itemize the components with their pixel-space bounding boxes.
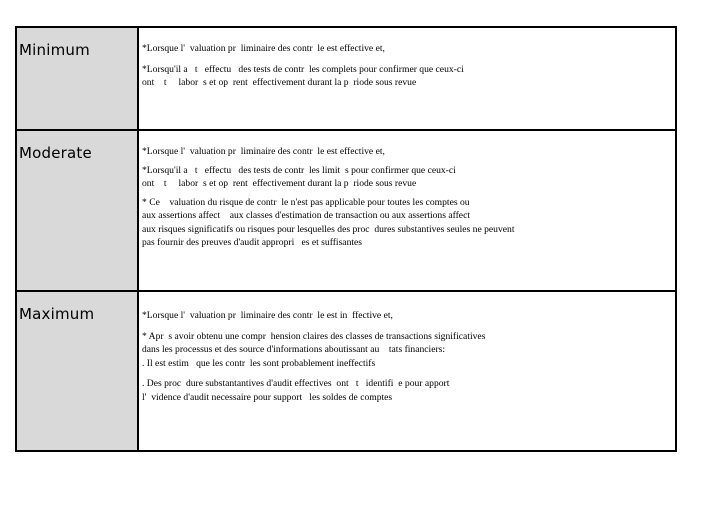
row-moderate — [17, 131, 675, 292]
text-line: * Apr s avoir obtenu une compr hension claires des classes de transactions significatives — [142, 330, 486, 342]
text-line: pas fournir des preuves d'audit appropri es et suffisantes — [142, 237, 363, 248]
paragraph — [142, 42, 671, 56]
row-maximum — [17, 292, 675, 450]
content-cell-moderate — [139, 131, 675, 290]
paragraph — [142, 377, 671, 404]
paragraph — [142, 63, 671, 90]
text-line: dans les processus et des source d'informations aboutissant au tats financiers: — [142, 344, 446, 355]
text-line: . Il est estim que les contr les sont probablement ineffectifs — [142, 357, 376, 369]
text-line: ont t labor s et op rent effectivement durant la p riode sous revue — [142, 77, 417, 88]
text-line: *Lorsqu'il a t effectu des tests de contr les complets pour confirmer que ceux-ci — [142, 63, 464, 75]
label-maximum: Maximum — [19, 305, 95, 323]
paragraph — [142, 164, 671, 191]
text-line: *Lorsque l' valuation pr liminaire des contr le est effective et, — [142, 43, 385, 54]
row-minimum — [17, 28, 675, 131]
content-cell-maximum — [139, 292, 675, 450]
label-cell-moderate — [17, 131, 139, 290]
paragraph — [142, 145, 671, 159]
risk-level-table — [15, 26, 677, 452]
text-line: * Ce valuation du risque de contr le n'est pas applicable pour toutes les comptes ou — [142, 196, 470, 208]
label-cell-maximum — [17, 292, 139, 450]
text-line: . Des proc dure substantantives d'audit effectives ont t identifi e pour apport — [142, 378, 450, 389]
label-cell-minimum — [17, 28, 139, 129]
text-line: aux risques significatifs ou risques pour lesquelles des proc dures substantives seules ne peuvent — [142, 223, 515, 235]
paragraph — [142, 309, 671, 323]
paragraph — [142, 196, 671, 250]
text-line: ont t labor s et op rent effectivement durant la p riode sous revue — [142, 178, 417, 189]
text-line: *Lorsqu'il a t effectu des tests de contr les limit s pour confirmer que ceux-ci — [142, 164, 456, 176]
label-moderate: Moderate — [19, 144, 92, 162]
text-line: aux assertions affect aux classes d'estimation de transaction ou aux assertions affect — [142, 210, 470, 221]
content-cell-minimum — [139, 28, 675, 129]
text-line: l' vidence d'audit necessaire pour support les soldes de comptes — [142, 391, 393, 403]
label-minimum: Minimum — [19, 41, 90, 59]
text-line: *Lorsque l' valuation pr liminaire des contr le est effective et, — [142, 146, 385, 157]
text-line: *Lorsque l' valuation pr liminaire des contr le est in ffective et, — [142, 310, 393, 321]
paragraph — [142, 330, 671, 371]
